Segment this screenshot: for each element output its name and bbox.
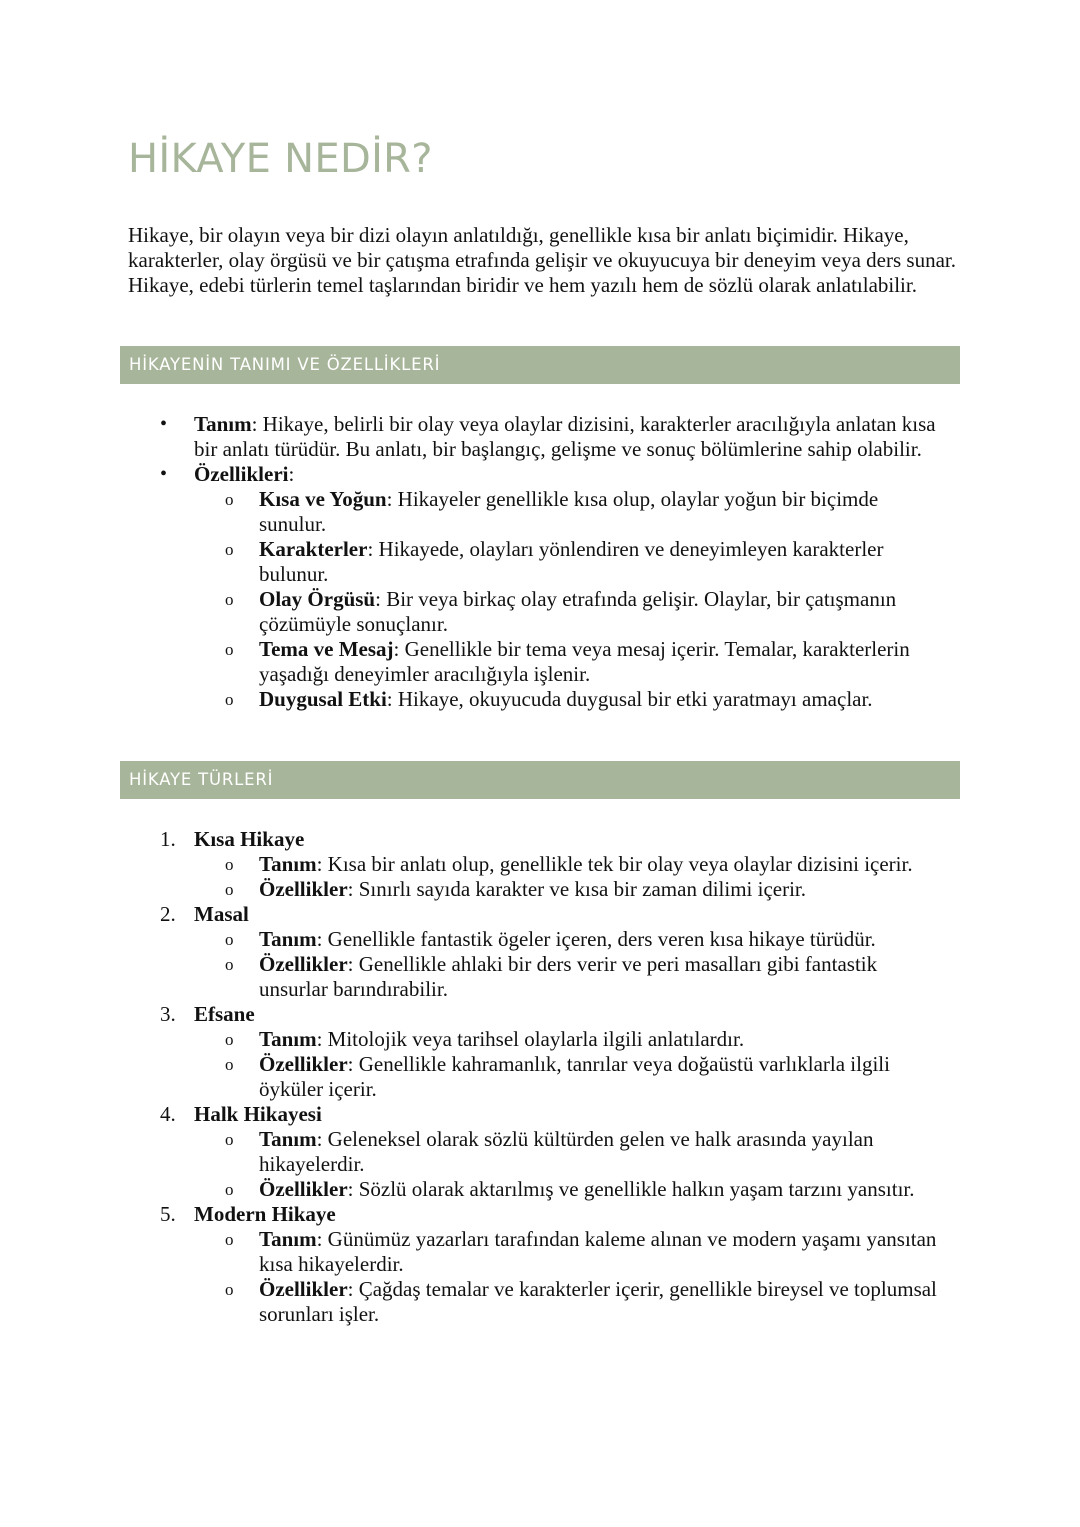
type-heading — [0, 1202, 950, 1227]
term-label: Özellikleri — [194, 462, 289, 486]
term-label: Karakterler — [259, 537, 368, 561]
circle-bullet-icon: o — [225, 1030, 234, 1049]
term-text: : Genellikle kahramanlık, tanrılar veya doğaüstü varlıklarla ilgili öyküler içerir. — [259, 1052, 890, 1101]
type-heading — [0, 1002, 950, 1027]
circle-bullet-icon: o — [225, 1130, 234, 1149]
term-text: : Genellikle bir tema veya mesaj içerir. Temalar, karakterlerin yaşadığı deneyimler aracılığıyla işlenir. — [259, 637, 910, 686]
term-text: : Genellikle fantastik ögeler içeren, ders veren kısa hikaye türüdür. — [316, 927, 876, 951]
list-item — [0, 1027, 950, 1052]
list-item — [0, 952, 950, 1002]
list-item — [0, 1227, 950, 1277]
term-text: : Sınırlı sayıda karakter ve kısa bir zaman dilimi içerir. — [347, 877, 807, 901]
types-list — [0, 827, 950, 1327]
list-item — [0, 587, 950, 637]
list-number: 5. — [160, 1202, 176, 1226]
term-text: : Hikaye, belirli bir olay veya olaylar dizisini, karakterler aracılığıyla anlatan kısa bir anlatı türüdür. Bu anlatı, bir başlangıç, gelişme ve sonuç bölümlerine sahip olabilir. — [194, 412, 936, 461]
term-label: Tanım — [259, 1227, 317, 1251]
type-name: Modern Hikaye — [194, 1202, 336, 1226]
list-item — [0, 852, 950, 877]
type-heading — [0, 902, 950, 927]
list-item — [0, 1177, 950, 1202]
list-item — [0, 687, 950, 712]
page-title: HİKAYE NEDİR? — [128, 136, 433, 182]
section-heading-turler: HİKAYE TÜRLERİ — [120, 761, 960, 799]
term-label: Duygusal Etki — [259, 687, 387, 711]
type-name: Halk Hikayesi — [194, 1102, 322, 1126]
list-item — [0, 487, 950, 537]
list-item — [0, 537, 950, 587]
term-text: : Kısa bir anlatı olup, genellikle tek bir olay veya olaylar dizisini içerir. — [316, 852, 913, 876]
circle-bullet-icon: o — [225, 1230, 234, 1249]
section-heading-tanim: HİKAYENİN TANIMI VE ÖZELLİKLERİ — [120, 346, 960, 384]
list-item — [0, 1052, 950, 1102]
list-number: 2. — [160, 902, 176, 926]
term-text: : Genellikle ahlaki bir ders verir ve peri masalları gibi fantastik unsurlar barındırabilir. — [259, 952, 878, 1001]
circle-bullet-icon: o — [225, 880, 234, 899]
type-name: Efsane — [194, 1002, 255, 1026]
term-text: : Mitolojik veya tarihsel olaylarla ilgili anlatılardır. — [316, 1027, 745, 1051]
list-item-tanim — [0, 412, 950, 462]
circle-bullet-icon: o — [225, 590, 234, 609]
circle-bullet-icon: o — [225, 1055, 234, 1074]
term-label: Özellikler — [259, 877, 348, 901]
circle-bullet-icon: o — [225, 690, 234, 709]
type-name: Masal — [194, 902, 249, 926]
list-item — [0, 1277, 950, 1327]
list-number: 3. — [160, 1002, 176, 1026]
term-text: : Bir veya birkaç olay etrafında gelişir. Olaylar, bir çatışmanın çözümüyle sonuçlanır. — [259, 587, 897, 636]
circle-bullet-icon: o — [225, 1180, 234, 1199]
term-label: Kısa ve Yoğun — [259, 487, 387, 511]
term-label: Tanım — [194, 412, 252, 436]
circle-bullet-icon: o — [225, 855, 234, 874]
list-item — [0, 877, 950, 902]
intro-paragraph: Hikaye, bir olayın veya bir dizi olayın anlatıldığı, genellikle kısa bir anlatı biçimidir. Hikaye, karakterler, olay örgüsü ve bir çatışma etrafında gelişir ve okuyucuya bir deneyim veya ders sunar. Hikaye, edebi türlerin temel taşlarından biridir ve hem yazılı hem de sözlü olarak anlatılabilir. — [128, 223, 956, 297]
list-item — [0, 1127, 950, 1177]
list-item — [0, 927, 950, 952]
term-text: : Geleneksel olarak sözlü kültürden gelen ve halk arasında yayılan hikayelerdir. — [259, 1127, 874, 1176]
definition-list — [0, 412, 950, 712]
circle-bullet-icon: o — [225, 540, 234, 559]
term-text: : Günümüz yazarları tarafından kaleme alınan ve modern yaşamı yansıtan kısa hikayelerdir. — [259, 1227, 937, 1276]
term-label: Olay Örgüsü — [259, 587, 376, 611]
circle-bullet-icon: o — [225, 490, 234, 509]
bullet-icon: • — [160, 463, 168, 485]
circle-bullet-icon: o — [225, 640, 234, 659]
circle-bullet-icon: o — [225, 955, 234, 974]
term-text: : Çağdaş temalar ve karakterler içerir, genellikle bireysel ve toplumsal sorunları işler. — [259, 1277, 937, 1326]
term-label: Tanım — [259, 1027, 317, 1051]
term-text: : Sözlü olarak aktarılmış ve genellikle halkın yaşam tarzını yansıtır. — [347, 1177, 915, 1201]
term-label: Tanım — [259, 852, 317, 876]
term-text: : Hikayede, olayları yönlendiren ve deneyimleyen karakterler bulunur. — [259, 537, 884, 586]
circle-bullet-icon: o — [225, 1280, 234, 1299]
type-name: Kısa Hikaye — [194, 827, 305, 851]
type-heading — [0, 827, 950, 852]
term-label: Tanım — [259, 1127, 317, 1151]
list-number: 1. — [160, 827, 176, 851]
list-item — [0, 637, 950, 687]
term-label: Tanım — [259, 927, 317, 951]
term-label: Özellikler — [259, 1277, 348, 1301]
term-text: : Hikayeler genellikle kısa olup, olaylar yoğun bir biçimde sunulur. — [259, 487, 879, 536]
term-text: : — [288, 462, 295, 486]
list-item-ozellikleri — [0, 462, 950, 487]
term-text: : Hikaye, okuyucuda duygusal bir etki yaratmayı amaçlar. — [386, 687, 873, 711]
term-label: Özellikler — [259, 1177, 348, 1201]
term-label: Özellikler — [259, 1052, 348, 1076]
type-heading — [0, 1102, 950, 1127]
circle-bullet-icon: o — [225, 930, 234, 949]
bullet-icon: • — [160, 413, 168, 435]
term-label: Tema ve Mesaj — [259, 637, 394, 661]
term-label: Özellikler — [259, 952, 348, 976]
list-number: 4. — [160, 1102, 176, 1126]
